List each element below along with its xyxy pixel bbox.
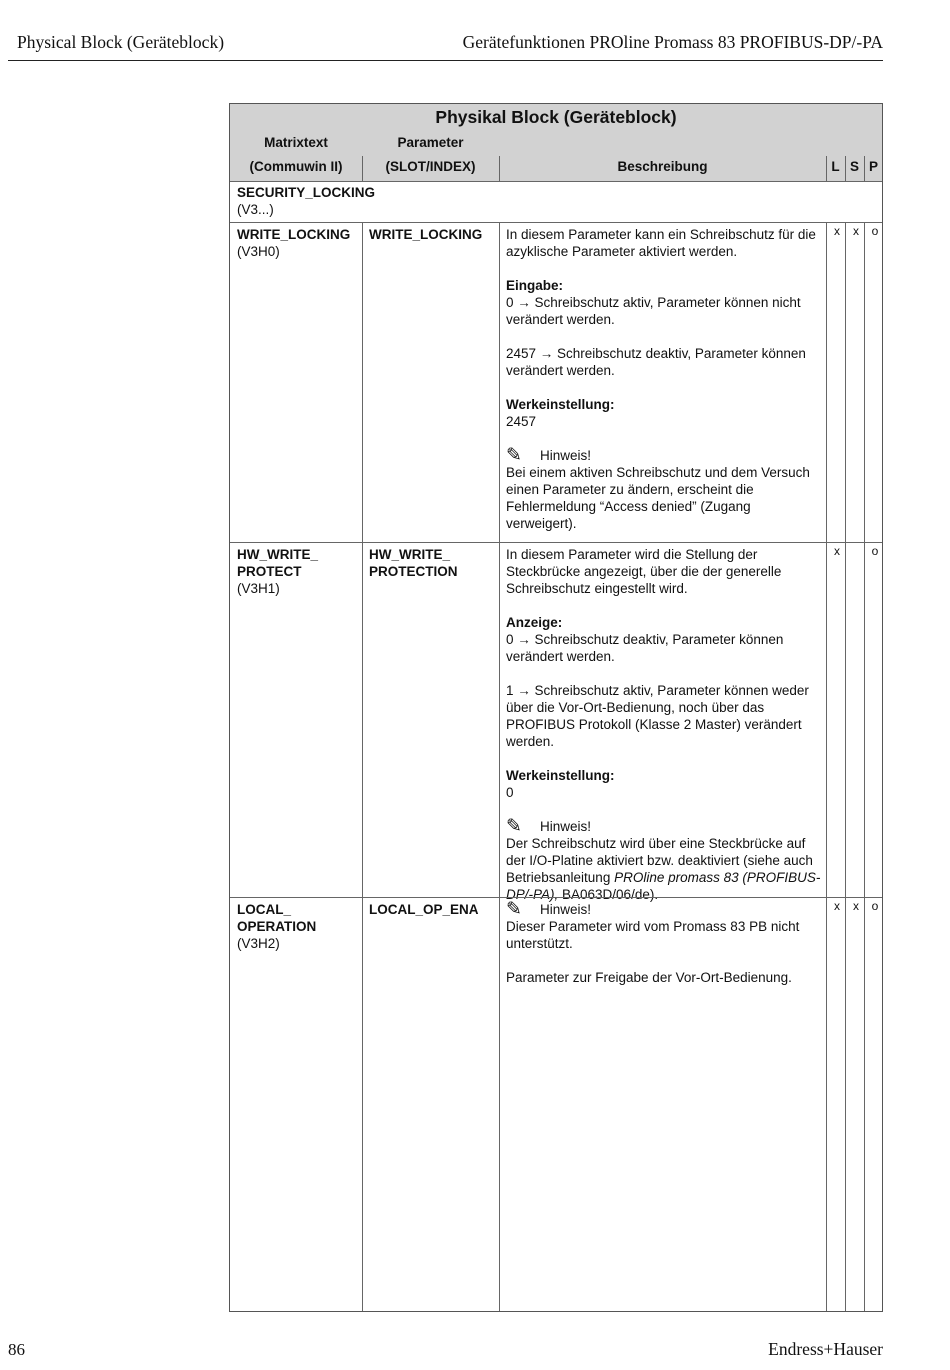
header-slot-index: (SLOT/INDEX) (385, 159, 476, 174)
header-divider (845, 156, 846, 181)
parameter-name: LOCAL_OP_ENA (369, 902, 479, 917)
matrix-name-line1: LOCAL_ (237, 902, 291, 917)
column-divider (864, 222, 865, 1311)
hinweis-label: Hinweis! (540, 902, 592, 917)
option-1: 1 → Schreibschutz aktiv, Parameter können weder über die Vor-Ort-Bedienung, noch über das PROFIBUS Protokoll (Klasse 2 Master) verändert werden. (506, 683, 809, 749)
header-divider (362, 156, 363, 181)
matrix-code: (V3H1) (237, 581, 280, 596)
hinweis-text: Bei einem aktiven Schreibschutz und dem Versuch einen Parameter zu ändern, erscheint die Fehlermeldung “Access denied” (Zugang verweigert). (506, 465, 810, 531)
header-L: L (831, 159, 840, 174)
matrix-code: (V3H0) (237, 244, 280, 259)
option-0: 0 → Schreibschutz deaktiv, Parameter können verändert werden. (506, 632, 784, 664)
werkeinstellung-label: Werkeinstellung: (506, 768, 615, 783)
matrix-name-line2: OPERATION (237, 919, 317, 934)
parameter-name: WRITE_LOCKING (369, 227, 483, 242)
description-intro: In diesem Parameter wird die Stellung der Steckbrücke angezeigt, über die der generelle Schreibschutz eingestellt wird. (506, 547, 782, 596)
table-title: Physikal Block (Geräteblock) (435, 107, 677, 127)
column-divider (362, 222, 363, 1311)
description-intro: In diesem Parameter kann ein Schreibschutz für die azyklische Parameter aktiviert werden. (506, 227, 816, 259)
option-0: 0 → Schreibschutz aktiv, Parameter können nicht verändert werden. (506, 295, 801, 327)
header-divider (826, 156, 827, 181)
hinweis-note (506, 901, 824, 952)
running-head-left: Physical Block (Geräteblock) (17, 32, 225, 52)
group-name: SECURITY_LOCKING (237, 185, 376, 200)
pencil-note-icon: ✎ (506, 445, 522, 466)
description-extra: Parameter zur Freigabe der Vor-Ort-Bedienung. (506, 970, 792, 985)
hinweis-label: Hinweis! (540, 448, 592, 463)
header-parameter: Parameter (397, 135, 464, 150)
flag-P: o (871, 899, 879, 913)
brand-logo-text: Endress+Hauser (768, 1339, 883, 1359)
header-P: P (868, 159, 878, 174)
hinweis-note (506, 447, 824, 532)
matrix-name-line1: HW_WRITE_ (237, 547, 318, 562)
option-1: 2457 → Schreibschutz deaktiv, Parameter können verändert werden. (506, 346, 806, 378)
parameter-name-line2: PROTECTION (369, 564, 458, 579)
row-divider (230, 542, 882, 543)
description-werkeinstellung (506, 767, 824, 801)
description-werkeinstellung (506, 396, 824, 430)
eingabe-label: Eingabe: (506, 278, 564, 293)
column-divider (845, 222, 846, 1311)
header-S: S (849, 159, 859, 174)
row-local-operation-parameter (369, 901, 497, 918)
flag-S: x (853, 899, 859, 913)
header-commuwin: (Commuwin II) (249, 159, 343, 174)
flag-S: x (853, 224, 859, 238)
row-divider (230, 897, 882, 898)
row-write-locking-description (506, 226, 824, 532)
row-local-operation-description (506, 901, 824, 986)
werkeinstellung-value: 0 (506, 785, 514, 800)
hinweis-text: Der Schreibschutz wird über eine Steckbrücke auf der I/O-Platine aktiviert bzw. deaktiviert (siehe auch Betriebsanleitung (506, 836, 813, 885)
row-divider (230, 222, 882, 223)
header-divider (864, 156, 865, 181)
row-local-operation-matrix (237, 901, 359, 952)
row-write-locking-parameter (369, 226, 497, 243)
description-eingabe (506, 277, 824, 328)
running-head (8, 30, 883, 61)
group-security-locking (237, 184, 375, 218)
pencil-note-icon: ✎ (506, 816, 522, 837)
matrix-name: WRITE_LOCKING (237, 227, 351, 242)
physical-block-table (229, 103, 883, 1312)
hinweis-text: Dieser Parameter wird vom Promass 83 PB nicht unterstützt. (506, 919, 800, 951)
werkeinstellung-label: Werkeinstellung: (506, 397, 615, 412)
flag-L: x (834, 544, 840, 558)
flag-P: o (871, 544, 879, 558)
row-hw-write-protect-description (506, 546, 824, 903)
hinweis-document-title: PROline promass 83 (PROFIBUS-DP/-PA), (506, 870, 821, 902)
column-divider (499, 222, 500, 1311)
header-beschreibung: Beschreibung (617, 159, 708, 174)
matrix-code: (V3H2) (237, 936, 280, 951)
hinweis-label: Hinweis! (540, 819, 592, 834)
werkeinstellung-value: 2457 (506, 414, 537, 429)
matrix-name-line2: PROTECT (237, 564, 302, 579)
page-number: 86 (8, 1340, 25, 1359)
header-divider (499, 156, 500, 181)
group-code: (V3...) (237, 202, 274, 217)
hinweis-text-end: BA063D/06/de). (558, 887, 659, 902)
flag-L: x (834, 224, 840, 238)
table-header (230, 104, 882, 182)
flag-P: o (871, 224, 879, 238)
anzeige-label: Anzeige: (506, 615, 563, 630)
parameter-name-line1: HW_WRITE_ (369, 547, 450, 562)
header-matrixtext: Matrixtext (264, 135, 328, 150)
row-hw-write-protect-matrix (237, 546, 359, 597)
flag-L: x (834, 899, 840, 913)
hinweis-note (506, 818, 824, 903)
running-head-right: Gerätefunktionen PROline Promass 83 PROFIBUS-DP/-PA (462, 32, 883, 52)
column-divider (826, 222, 827, 1311)
row-write-locking-matrix (237, 226, 359, 260)
description-anzeige (506, 614, 824, 665)
row-hw-write-protect-parameter (369, 546, 497, 580)
pencil-note-icon: ✎ (506, 899, 522, 920)
